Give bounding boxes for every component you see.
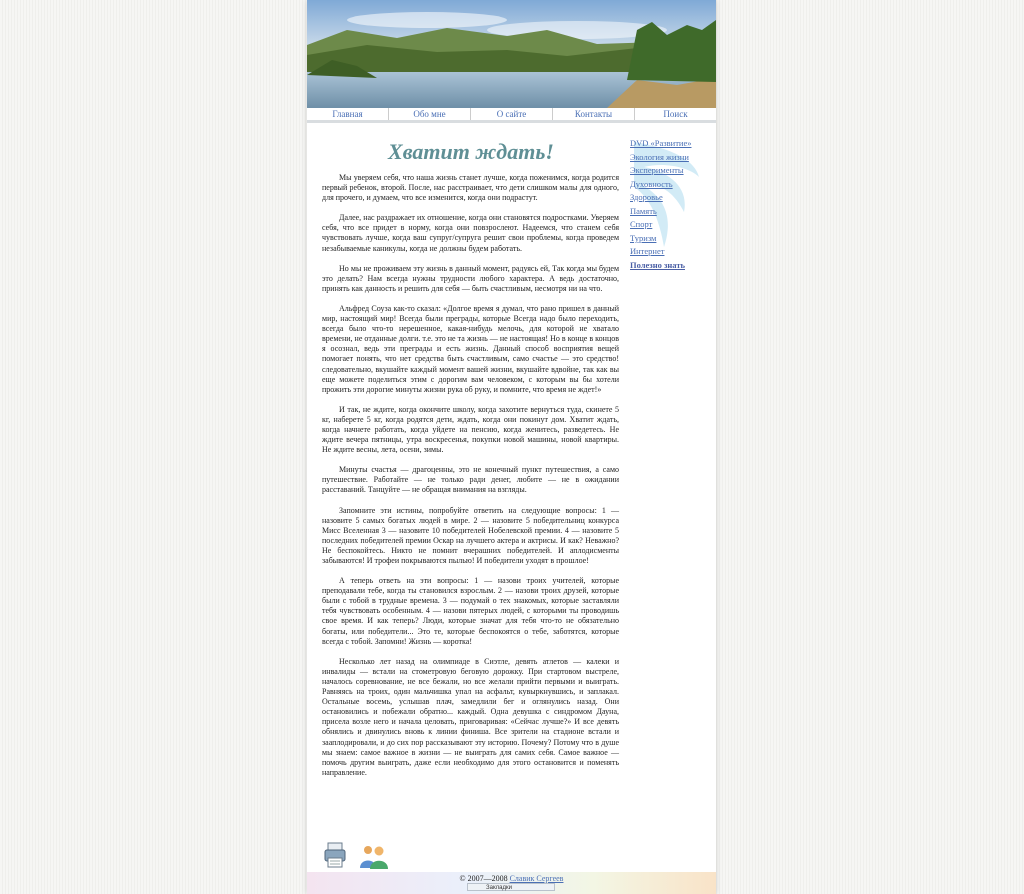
- article-paragraph: А теперь ответь на эти вопросы: 1 — назови троих учителей, которые преподавали тебе, когда ты становился взрослым. 2 — назови троих друзей, которые были с тобой в трудные времена. 3 — подумай о тех знакомых, которые заставляли тебя чувствовать особенным. 4 — назови пятерых людей, с которыми ты проводишь свое время. И как теперь? Люди, которые значат для тебя что-то не обязательно богаты, или победители... Это те, которые беспокоятся о тебе, заботятся, которые всегда с тобой. Запомни! Жизнь — коротка!: [322, 576, 619, 646]
- article-paragraph: Альфред Соуза как-то сказал: «Долгое время я думал, что рано пришел в данный мир, настоящий мир! Всегда были преграды, которые Всегда надо было переходить, всегда было что-то нерешенное, какая-нибудь мелочь, для которой не хватало времени, не отданные долги. т.е. это не та жизнь — не настоящая! Но в конце в концов я осознал, ведь эти преграды и есть жизнь. Данный способ восприятия вещей помогает понять, что нет средства быть счастливым, само счастье — это средство! следовательно, вкушайте каждый момент вашей жизни, вкушайте вдвойне, так как вы еще можете поделиться этим с дорогим вам человеком, с которым вы бы хотели прожить эти дорогие минуты жизни рука об руку, и помните, что время не ждет!»: [322, 303, 619, 394]
- bookmark-widget[interactable]: [467, 883, 555, 891]
- sidebar-item-tourism[interactable]: Туризм: [630, 232, 657, 243]
- nav-about-site[interactable]: О сайте: [471, 108, 553, 120]
- nav-search[interactable]: Поиск: [663, 109, 688, 119]
- nav-home[interactable]: Главная: [307, 108, 389, 120]
- article-paragraph: Но мы не проживаем эту жизнь в данный момент, радуясь ей, Так когда мы будем это делать? Нам всегда нужны трудности любого характера. А ведь достаточно, принять как данность и решить для себя — быть счастливым, несмотря ни на что.: [322, 263, 619, 293]
- article-actions: [324, 842, 394, 870]
- landscape-image: [307, 0, 716, 108]
- nav-contacts[interactable]: Контакты: [553, 108, 635, 120]
- header-banner: [307, 0, 716, 108]
- bookmark-label: Закладки: [486, 885, 512, 891]
- sidebar-item-internet[interactable]: Интернет: [630, 246, 665, 256]
- nav-about-me[interactable]: Обо мне: [389, 108, 471, 120]
- article-paragraph: Несколько лет назад на олимпиаде в Сиэтле, девять атлетов — калеки и инвалиды — встали на стометровую беговую дорожку. При стартовом выстреле, началось соревнование, не все бежали, но все желали прийти первыми и выиграть. Равняясь на троих, один мальчишка упал на асфальт, кувыркнувшись, и заплакал. Остальные восемь, услышав плач, замедлили бег и оглянулись назад. Они остановились и побежали обратно... каждый. Одна девушка с синдромом Дауна, присела возле него и начала целовать, приговаривая: «Сейчас лучше?» И все девять обнялись и двинулись вновь к линии финиша. Все зрители на стадионе встали и зааплодировали, и до сих пор рассказывают эту историю. Почему? Потому что в душе мы знаем: самое важное в жизни — не выиграть для самих себя. Самое важное — помочь другим выиграть, даже если необходимо для этого остановится и поменять направление.: [322, 656, 619, 777]
- sidebar-item-useful[interactable]: Полезно знать: [630, 259, 685, 270]
- sidebar-item-experiments[interactable]: Эксперименты: [630, 165, 684, 175]
- copyright-text: © 2007—2008: [459, 874, 508, 883]
- author-link[interactable]: Славик Сергеев: [509, 874, 564, 883]
- page-container: [307, 0, 716, 894]
- article-paragraph: Мы уверяем себя, что наша жизнь станет лучше, когда поженимся, когда родится первый ребенок, второй. После, нас расстраивает, что дети слишком малы для одного, для прочего, и думаем, что все изменится, когда они подрастут.: [322, 173, 619, 203]
- users-icon[interactable]: [360, 846, 388, 869]
- sidebar-item-dvd[interactable]: DVD «Развитие»: [630, 138, 692, 148]
- copyright: [307, 874, 716, 883]
- article-paragraph: И так, не ждите, когда окончите школу, когда захотите вернуться туда, скинете 5 кг, наберете 5 кг, когда родятся дети, ждать, когда они покинут дом. Хватит ждать, когда начнете работать, когда уйдете на пенсию, когда женитесь, разведетесь. Не ждите вечера пятницы, утра воскресенья, покупки новой машины, новой квартиры. Не ждите весны, лета, осени, зимы.: [322, 404, 619, 455]
- sidebar-item-spirituality[interactable]: Духовность: [630, 178, 673, 189]
- article-paragraph: Минуты счастья — драгоценны, это не конечный пункт путешествия, а само путешествие. Работайте — не только ради денег, любите — не в ожидании расставаний. Танцуйте — не обращая внимания на взгляды.: [322, 465, 619, 495]
- article-body: [322, 173, 619, 788]
- sidebar-item-sport[interactable]: Спорт: [630, 219, 653, 229]
- printer-icon[interactable]: [325, 843, 345, 867]
- article-paragraph: Запомните эти истины, попробуйте ответить на следующие вопросы: 1 — назовите 5 самых богатых людей в мире. 2 — назовите 5 победительниц конкурса Мисс Вселенная 3 — назовите 10 победителей Нобелевской премии. 4 — назовите 5 последних победителей премии Оскар на лучшего актера и актрисы. И как? Неважно? Не беспокойтесь. Никто не помнит вчерашних победителей. И аплодисменты забываются! И трофеи покрываются пылью! И победители уходят в прошлое!: [322, 505, 619, 565]
- sidebar-menu: [630, 137, 710, 270]
- sidebar-item-memory[interactable]: Память: [630, 205, 657, 216]
- page-title: Хватит ждать!: [388, 139, 554, 164]
- article-paragraph: Далее, нас раздражает их отношение, когда они становятся подростками. Уверяем себя, что все придет в норму, когда они повзрослеют. Надеемся, что станем себя чувствовать лучше, когда ваш супруг/супруга решит свои проблемы, когда проведем незабываемые каникулы, когда не должны будем работать.: [322, 213, 619, 253]
- sidebar-item-ecology[interactable]: Экология жизни: [630, 151, 689, 162]
- main-nav: [307, 108, 716, 123]
- page-footer: [307, 872, 716, 894]
- sidebar-item-health[interactable]: Здоровье: [630, 192, 663, 202]
